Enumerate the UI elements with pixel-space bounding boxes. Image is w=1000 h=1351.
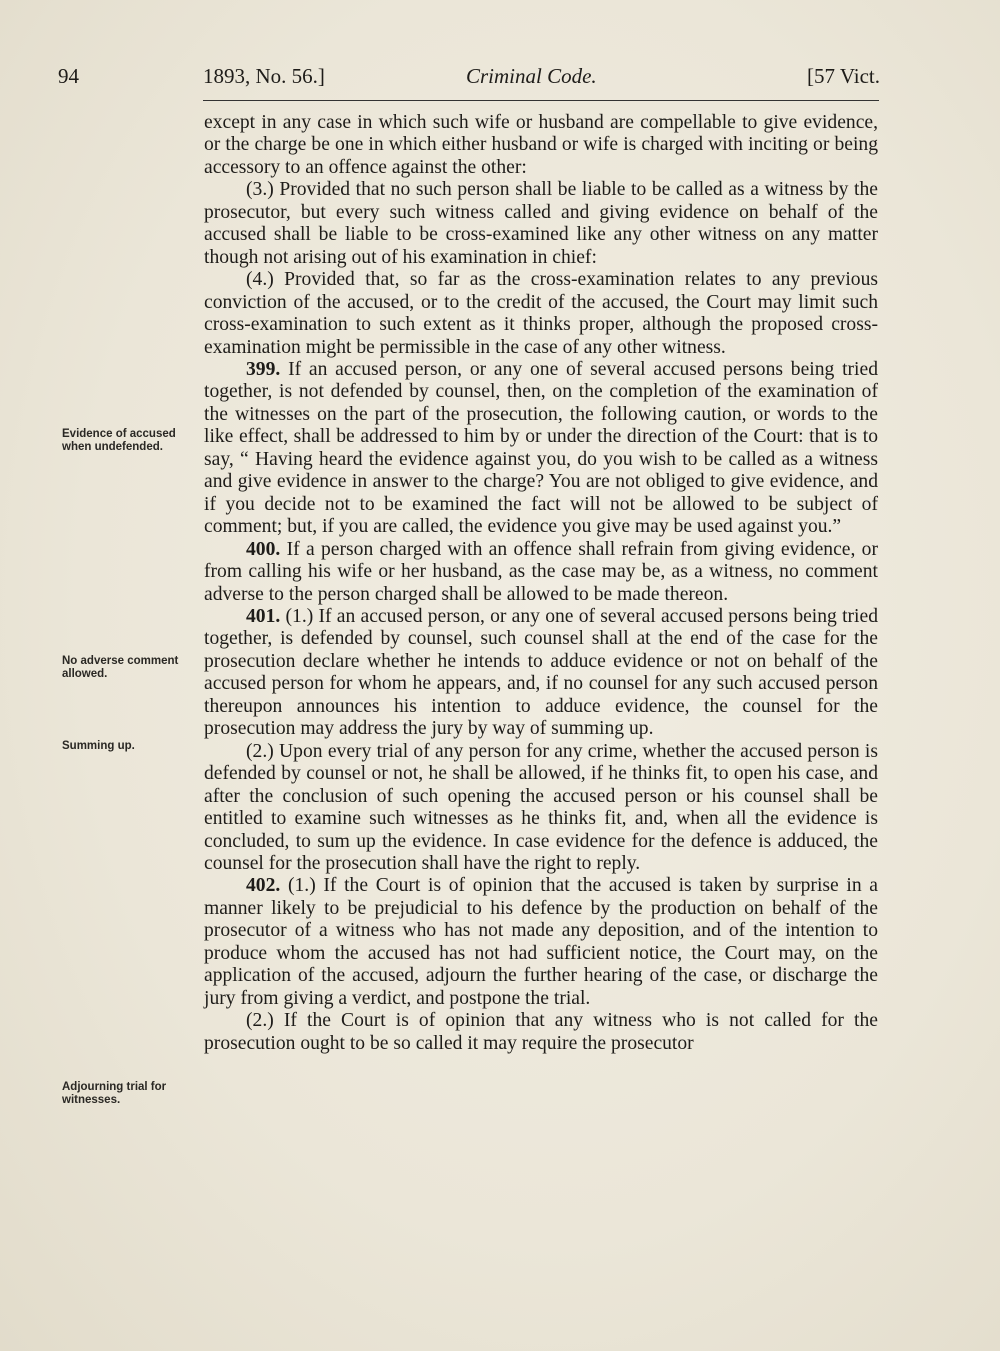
subsection-3: (3.) Provided that no such person shall be liable to be called as a witness by the prosecutor, but every such witness called and giving evidence on behalf of the accused shall be liable to be cross-examined like any other witness on any matter though not arising out of his examination in chief: <box>204 179 878 268</box>
act-title: Criminal Code. <box>466 64 597 88</box>
section-401 <box>204 606 878 741</box>
subsection-4: (4.) Provided that, so far as the cross-examination relates to any previous conviction of the accused, or to the credit of the accused, the Court may limit such cross-examination to such extent as it thinks proper, although the proposed cross-examination might be permissible in the case of any other witness. <box>204 269 878 358</box>
section-number: 399. <box>246 358 281 380</box>
page-number: 94 <box>58 64 79 88</box>
body-text <box>204 112 878 1055</box>
margin-note-adjourning-trial: Adjourning trial for witnesses. <box>62 1081 167 1106</box>
regnal-year: [57 Vict. <box>806 64 880 88</box>
margin-note-evidence-undefended: Evidence of accused when undefended. <box>62 428 176 453</box>
section-text: If an accused person, or any one of several accused persons being tried together, is not defended by counsel, then, on the completion of the examination of the witnesses on the part of the prosecution, the following caution, or words to the like effect, shall be addressed to him by or under the direction of the Court: that is to say, “ Having heard the evidence against you, do you wish to be called as a witness and give evidence in answer to the charge? You are not obliged to give evidence, and if you decide not to be examined the fact will not be allowed to be subject of comment; but, if you are called, the evidence you give may be used against you.” <box>204 358 878 538</box>
section-399 <box>204 359 878 539</box>
margin-note-summing-up: Summing up. <box>62 740 135 752</box>
running-header <box>58 64 880 94</box>
section-number: 401. <box>246 605 281 627</box>
section-401-subsection-2: (2.) Upon every trial of any person for any crime, whether the accused person is defended by counsel or not, he shall be allowed, if he thinks fit, to open his case, and after the conclusion of such opening the accused person or his counsel shall be entitled to examine such witnesses as he thinks fit, and, when all the evidence is concluded, to sum up the evidence. In case evidence for the defence is adduced, the counsel for the prosecution shall have the right to reply. <box>204 740 878 874</box>
section-402-subsection-2: (2.) If the Court is of opinion that any witness who is not called for the prosecution ought to be so called it may require the prosecutor <box>204 1010 878 1054</box>
section-400 <box>204 539 878 606</box>
section-text: (1.) If an accused person, or any one of several accused persons being tried together, is defended by counsel, such counsel shall at the end of the case for the prosecution declare whether he intends to adduce evidence or not on behalf of the accused person for whom he appears, and, if no counsel for any such accused person thereupon announces his intention to adduce evidence, the counsel for the prosecution may address the jury by way of summing up. <box>204 605 878 740</box>
header-rule <box>203 100 879 101</box>
paragraph-continuation: except in any case in which such wife or husband are compellable to give evidence, or the charge be one in which either husband or wife is charged with inciting or being accessory to an offence against the other: <box>204 112 878 178</box>
section-number: 400. <box>246 538 281 560</box>
section-number: 402. <box>246 875 281 897</box>
section-text: (1.) If the Court is of opinion that the accused is taken by surprise in a manner likely to be prejudicial to his defence by the production on behalf of the prosecutor of a witness who has not made any deposition, and of the intention to produce whom the accused has not had sufficient notice, the Court may, on the application of the accused, adjourn the further hearing of the case, or discharge the jury from giving a verdict, and postpone the trial. <box>204 875 878 1009</box>
act-year-number: 1893, No. 56.] <box>203 64 325 88</box>
section-402 <box>204 875 878 1010</box>
section-text: If a person charged with an offence shall refrain from giving evidence, or from calling his wife or her husband, as the case may be, as a witness, no comment adverse to the person charged shall be allowed to be made thereon. <box>204 538 879 605</box>
margin-note-no-adverse-comment: No adverse comment allowed. <box>62 655 179 680</box>
